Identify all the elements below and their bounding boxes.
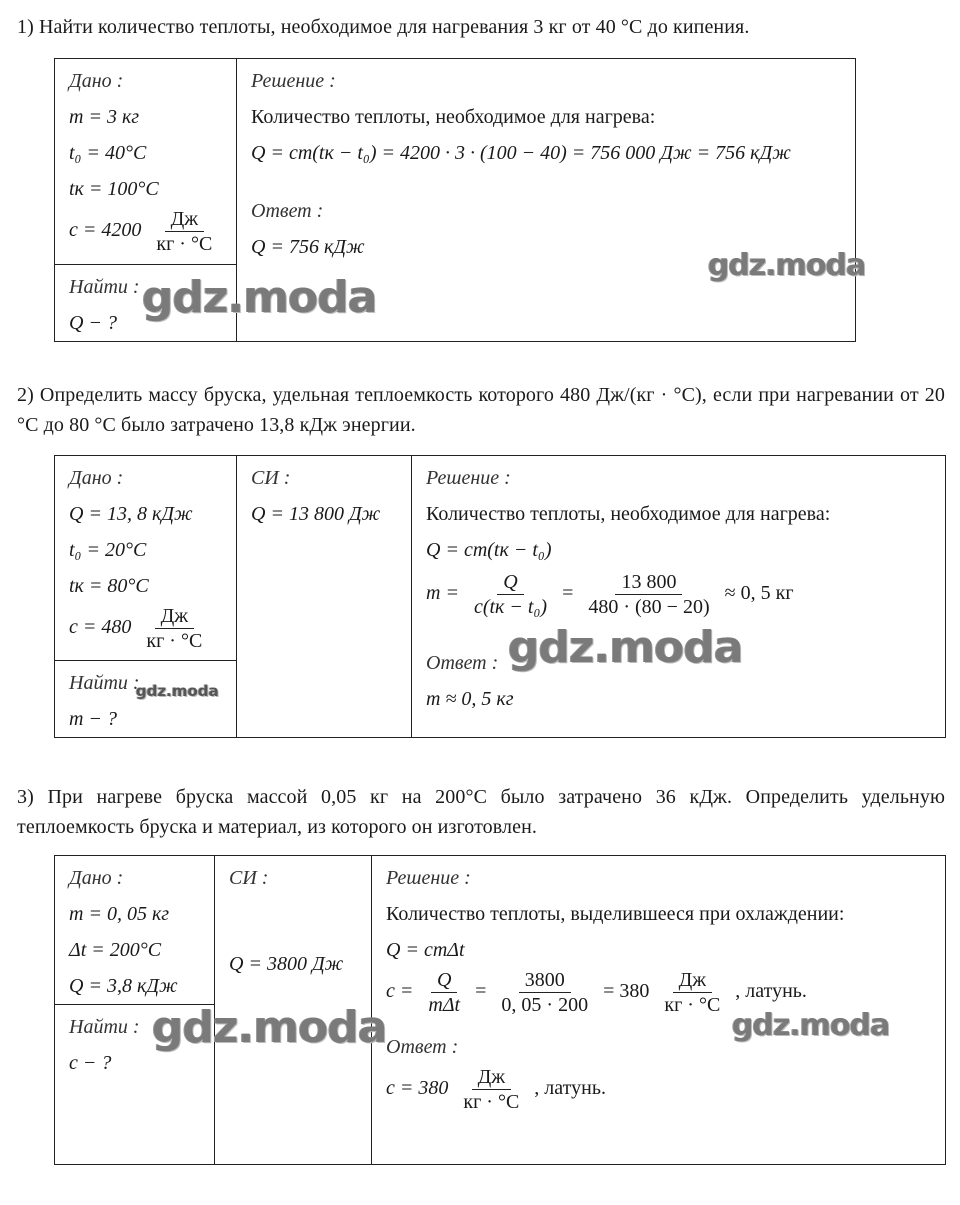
- frac-numerator: 13 800: [615, 570, 682, 595]
- fraction-numeric: [495, 968, 594, 1017]
- solution-header: Решение :: [426, 467, 511, 489]
- given-header: Дано :: [69, 467, 124, 489]
- given-c-prefix: c = 4200: [69, 219, 142, 242]
- find-line: Q − ?: [69, 312, 117, 334]
- find-line: c − ?: [69, 1052, 112, 1074]
- given-c-prefix: c = 480: [69, 616, 132, 639]
- find-line: m − ?: [69, 708, 117, 730]
- watermark-logo: gdz.moda: [142, 272, 377, 323]
- frac-numerator: Q: [431, 968, 457, 993]
- given-line-c: [69, 604, 224, 653]
- given-cell: [55, 456, 237, 661]
- answer-line: [386, 1065, 933, 1114]
- given-line-c: [69, 207, 224, 256]
- si-header: СИ :: [229, 867, 269, 889]
- find-header: Найти :: [69, 276, 140, 298]
- watermark-logo: gdz.moda: [136, 682, 219, 700]
- si-header: СИ :: [251, 467, 291, 489]
- watermark-logo: gdz.moda: [732, 1008, 890, 1043]
- solution-cell: [412, 456, 946, 738]
- answer-header: Ответ :: [251, 200, 324, 222]
- unit-denominator: кг · °C: [463, 1091, 520, 1113]
- answer-header: Ответ :: [426, 652, 499, 674]
- si-line: Q = 13 800 Дж: [251, 503, 381, 525]
- unit-fraction: [150, 207, 218, 256]
- given-header: Дано :: [69, 70, 124, 92]
- unit-numerator: Дж: [155, 604, 194, 629]
- unit-numerator: Дж: [472, 1065, 511, 1090]
- frac-numerator: 3800: [519, 968, 571, 993]
- fraction-symbolic: [468, 570, 553, 619]
- given-line: tк = 100°C: [69, 178, 159, 200]
- solution-intro: Количество теплоты, выделившееся при охлаждении:: [386, 903, 845, 925]
- unit-denominator: кг · °C: [664, 994, 721, 1016]
- given-line: m = 0, 05 кг: [69, 903, 170, 925]
- unit-denominator: кг · °C: [146, 630, 203, 652]
- problem-3-statement: 3) При нагреве бруска массой 0,05 кг на 200°С было затрачено 36 кДж. Определить удельную теплоемкость бруска и материал, из которого он изготовлен.: [17, 786, 945, 838]
- material-label: , латунь.: [735, 980, 807, 1003]
- capacity-prefix: c =: [386, 980, 414, 1003]
- mass-prefix: m =: [426, 582, 459, 605]
- unit-numerator: Дж: [673, 968, 712, 993]
- given-header: Дано :: [69, 867, 124, 889]
- solution-formula: Q = cm(tк − t₀): [426, 539, 552, 561]
- answer-material: , латунь.: [534, 1077, 606, 1100]
- problem-2-statement: 2) Определить массу бруска, удельная теплоемкость которого 480 Дж/(кг · °С), если при нагревании от 20 °С до 80 °С было затрачено 13,8 кДж энергии.: [17, 384, 945, 436]
- frac-denominator: mΔt: [428, 994, 461, 1016]
- problem-1-statement: 1) Найти количество теплоты, необходимое для нагревания 3 кг от 40 °С до кипения.: [17, 16, 750, 38]
- solution-formula: Q = cmΔt: [386, 939, 465, 961]
- capacity-equation: c = $\frac{Q}{\text{mΔt}}$ = $\frac{3800}{0, 05 \cdot 200}$ = 380 $\frac{Дж}{кг \cdot ^\circ C}$ , латунь.: [386, 969, 807, 1016]
- unit-fraction: [658, 968, 726, 1017]
- answer-header: Ответ :: [386, 1036, 459, 1058]
- frac-numerator: Q: [497, 570, 523, 595]
- si-line: Q = 3800 Дж: [229, 953, 344, 975]
- fraction-symbolic: [422, 968, 466, 1017]
- given-line: Q = 3,8 кДж: [69, 975, 178, 997]
- find-header: Найти :: [69, 1016, 140, 1038]
- capacity-result: = 380: [603, 980, 650, 1003]
- frac-denominator: c(tк − t₀): [473, 596, 548, 618]
- mass-result: ≈ 0, 5 кг: [724, 582, 794, 605]
- solution-header: Решение :: [386, 867, 471, 889]
- solution-intro: Количество теплоты, необходимое для нагрева:: [251, 106, 656, 128]
- frac-denominator: 480 · (80 − 20): [588, 596, 710, 618]
- watermark-logo: gdz.moda: [508, 622, 743, 673]
- given-line: m = 3 кг: [69, 106, 140, 128]
- answer-line: Q = 756 кДж: [251, 236, 365, 258]
- fraction-numeric: [582, 570, 715, 619]
- find-header: Найти :: [69, 672, 140, 694]
- given-line: tк = 80°C: [69, 575, 149, 597]
- given-line: Q = 13, 8 кДж: [69, 503, 193, 525]
- given-cell: [55, 856, 215, 1005]
- given-line: t₀ = 40°C: [69, 142, 147, 164]
- given-line: t₀ = 20°C: [69, 539, 147, 561]
- si-cell: [237, 456, 412, 738]
- frac-denominator: 0, 05 · 200: [501, 994, 589, 1016]
- solution-intro: Количество теплоты, необходимое для нагрева:: [426, 503, 831, 525]
- watermark-logo: gdz.moda: [152, 1002, 387, 1053]
- solution-header: Решение :: [251, 70, 336, 92]
- answer-line: m ≈ 0, 5 кг: [426, 688, 514, 710]
- watermark-logo: gdz.moda: [708, 248, 866, 283]
- mass-equation: m = $\frac{Q}{\text{c(tк − t₀)}}$ = $\frac{13 800}{480 \cdot (80 - 20)}$ ≈ 0, 5 кг: [426, 571, 794, 618]
- given-line: Δt = 200°C: [69, 939, 162, 961]
- unit-numerator: Дж: [165, 207, 204, 232]
- unit-fraction: [457, 1065, 525, 1114]
- unit-denominator: кг · °C: [156, 233, 213, 255]
- unit-fraction: [140, 604, 208, 653]
- given-cell: [55, 59, 237, 265]
- answer-prefix: c = 380: [386, 1077, 449, 1100]
- solution-formula: Q = cm(tк − t₀) = 4200 · 3 · (100 − 40) = 756 000 Дж = 756 кДж: [251, 142, 791, 164]
